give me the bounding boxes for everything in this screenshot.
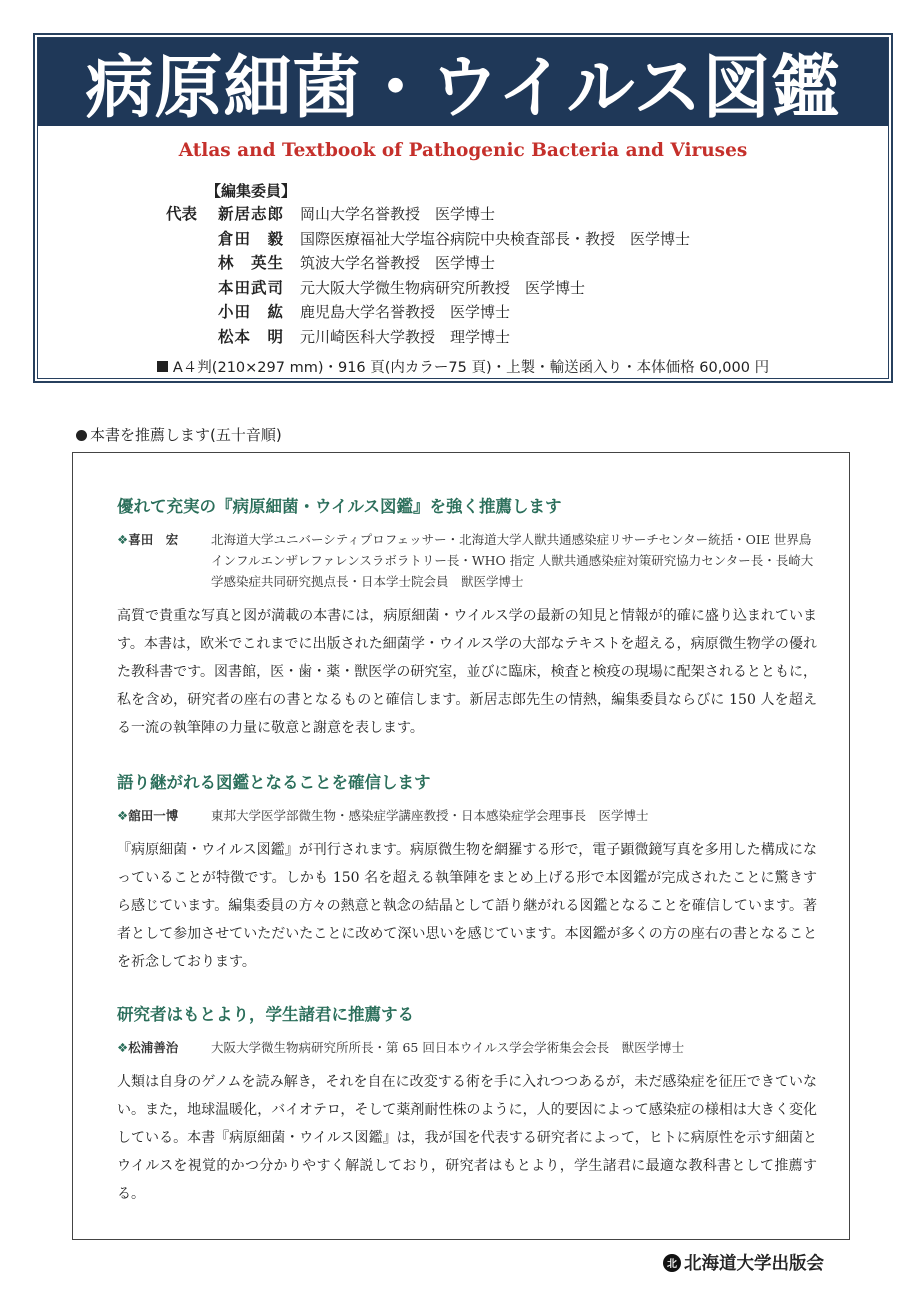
editor-row bbox=[166, 227, 690, 252]
book-header bbox=[33, 33, 893, 383]
editor-name: 倉田 毅 bbox=[218, 229, 285, 248]
section-body: 『病原細菌・ウイルス図鑑』が刊行されます。病原微生物を網羅する形で，電子顕微鏡写真を多用した構成になっていることが特徴です。しかも 150 名を超える執筆陣をまとめ上げる形で本図鑑が完成されたことに驚きすら感じています。編集委員の方々の熱意と執念の結晶として語り継がれる図鑑となることを確信しています。著者として参加させていただいたことに改めて深い思いを感じています。本図鑑が多くの方の座右の書となることを祈念しております。 bbox=[117, 842, 817, 970]
recommendation-section bbox=[117, 1001, 817, 1208]
diamond-icon: ❖ bbox=[117, 808, 129, 823]
editors-list bbox=[166, 180, 690, 349]
editor-name: 新居志郎 bbox=[218, 205, 285, 223]
title-band bbox=[38, 38, 888, 126]
section-body: 人類は自身のゲノムを読み解き，それを自在に改変する術を手に入れつつあるが，未だ感染症を征圧できていない。また，地球温暖化，バイオテロ，そして薬剤耐性株のように，人的要因によって感染症の様相は大きく変化している。本書『病原細菌・ウイルス図鑑』は，我が国を代表する研究者によって，ヒトに病原性を示す細菌とウイルスを視覚的かつ分かりやすく解説しており，研究者はもとより，学生諸君に最適な教科書として推薦する。 bbox=[117, 1074, 817, 1202]
endorser-credentials: 東邦大学医学部微生物・感染症学講座教授・日本感染症学会理事長 医学博士 bbox=[211, 808, 649, 823]
square-bullet-icon bbox=[157, 361, 168, 372]
editor-role: 代表 bbox=[166, 205, 198, 223]
book-specs bbox=[38, 356, 888, 377]
editor-row bbox=[166, 325, 690, 350]
editor-row bbox=[166, 276, 690, 301]
editor-row bbox=[166, 202, 690, 227]
endorser-name-text: 舘田一博 bbox=[128, 808, 179, 823]
endorser-name-text: 喜田 宏 bbox=[128, 532, 179, 547]
section-title: 優れて充実の『病原細菌・ウイルス図鑑』を強く推薦します bbox=[117, 497, 562, 516]
specs-text: A４判(210×297 mm)・916 頁(内カラー75 頁)・上製・輸送函入り・本体価格 60,000 円 bbox=[172, 360, 770, 376]
endorser-name bbox=[117, 1037, 211, 1058]
publisher-logo-icon: 北 bbox=[663, 1254, 681, 1272]
editor-title: 元川崎医科大学教授 理学博士 bbox=[300, 327, 511, 346]
editor-title: 国際医療福祉大学塩谷病院中央検査部長・教授 医学博士 bbox=[300, 229, 691, 248]
book-title: 病原細菌・ウイルス図鑑 bbox=[85, 48, 841, 128]
endorser-credentials: 北海道大学ユニバーシティプロフェッサー・北海道大学人獣共通感染症リサーチセンター統括・OIE 世界鳥インフルエンザレファレンスラボラトリー長・WHO 指定 人獣共通感染症対策研究協力センター長・長崎大学感染症共同研究拠点長・日本学士院会員 獣医学博士 bbox=[211, 532, 814, 589]
editor-name: 林 英生 bbox=[218, 254, 285, 272]
endorser-name-text: 松浦善治 bbox=[128, 1040, 179, 1055]
section-title: 研究者はもとより，学生諸君に推薦する bbox=[117, 1005, 414, 1024]
diamond-icon: ❖ bbox=[117, 532, 129, 547]
recommendation-section bbox=[117, 493, 817, 742]
editor-title: 岡山大学名誉教授 医学博士 bbox=[300, 205, 496, 223]
endorser bbox=[117, 805, 817, 826]
endorser-name bbox=[117, 529, 211, 592]
editor-title: 筑波大学名誉教授 医学博士 bbox=[300, 254, 496, 272]
header-inner bbox=[37, 37, 889, 379]
section-body: 高質で貴重な写真と図が満載の本書には，病原細菌・ウイルス学の最新の知見と情報が的確に盛り込まれています。本書は，欧米でこれまでに出版された細菌学・ウイルス学の大部なテキストを超える，病原微生物学の優れた教科書です。図書館，医・歯・薬・獣医学の研究室，並びに臨床，検査と検疫の現場に配架されるとともに，私を含め，研究者の座右の書となるものと確信します。新居志郎先生の情熱，編集委員ならびに 150 人を超える一流の執筆陣の力量に敬意と謝意を表します。 bbox=[117, 608, 817, 736]
editor-name: 松本 明 bbox=[218, 327, 285, 346]
section-title: 語り継がれる図鑑となることを確信します bbox=[117, 773, 431, 792]
editor-name: 本田武司 bbox=[218, 278, 285, 297]
editors-heading: 【編集委員】 bbox=[206, 182, 297, 200]
publisher bbox=[663, 1250, 824, 1275]
endorser bbox=[117, 529, 817, 592]
endorser-name bbox=[117, 805, 211, 826]
book-subtitle: Atlas and Textbook of Pathogenic Bacteria and Viruses bbox=[178, 140, 748, 161]
editor-row bbox=[166, 300, 690, 325]
publisher-name: 北海道大学出版会 bbox=[684, 1254, 824, 1274]
recommendation-section bbox=[117, 769, 817, 976]
recommend-heading-text: 本書を推薦します(五十音順) bbox=[90, 426, 282, 444]
endorser bbox=[117, 1037, 817, 1058]
recommend-heading bbox=[76, 424, 282, 445]
bullet-dot-icon bbox=[76, 430, 87, 441]
recommendations-box bbox=[72, 452, 850, 1240]
editor-title: 鹿児島大学名誉教授 医学博士 bbox=[300, 303, 511, 321]
endorser-credentials: 大阪大学微生物病研究所所長・第 65 回日本ウイルス学会学術集会会長 獣医学博士 bbox=[211, 1040, 685, 1055]
editor-row bbox=[166, 251, 690, 276]
editor-name: 小田 紘 bbox=[218, 303, 285, 321]
editor-title: 元大阪大学微生物病研究所教授 医学博士 bbox=[300, 278, 586, 297]
diamond-icon: ❖ bbox=[117, 1040, 129, 1055]
